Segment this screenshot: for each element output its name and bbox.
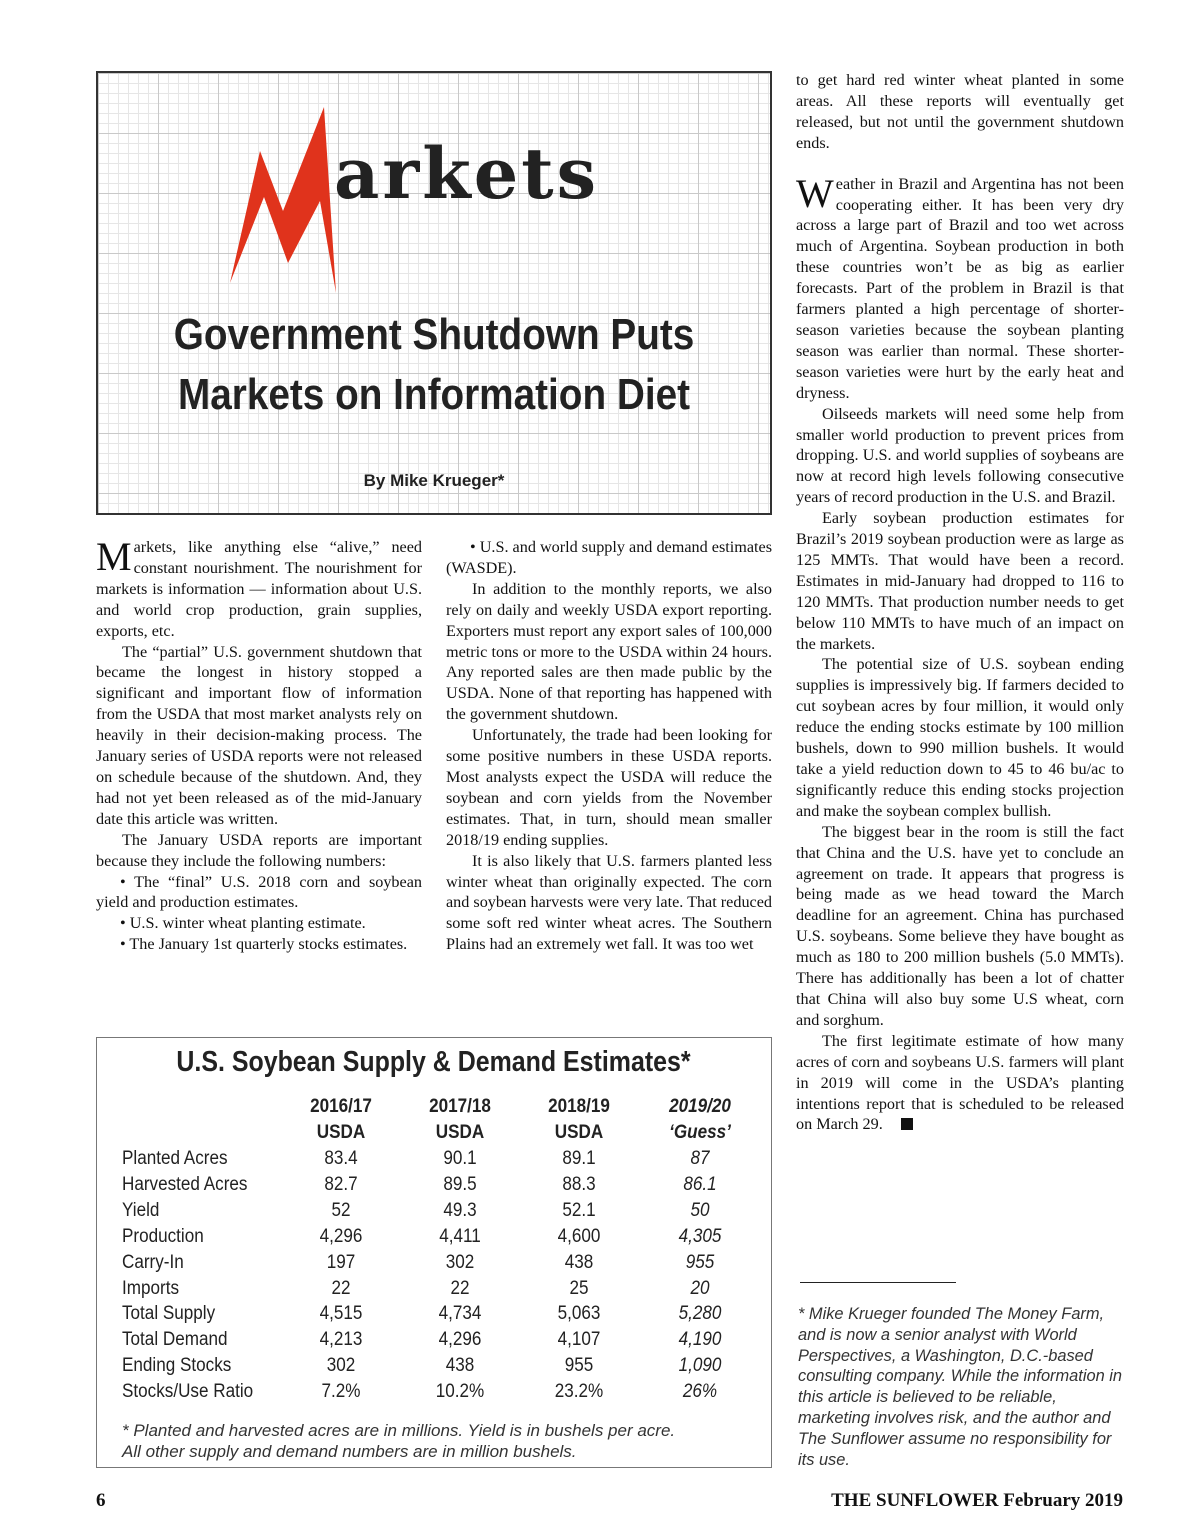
paragraph: Oilseeds markets will need some help from smaller world production to prevent prices from dropping. U.S. and world supplies of soybeans are now at record high levels following consecutive years of record production in the U.S. and Brazil. (796, 404, 1124, 507)
author-footnote: * Mike Krueger founded The Money Farm, and is now a senior analyst with World Perspectives, a Washington, D.C.-based consulting company. While the information in this article is believed to be reliable, marketing involves risk, and the author and The Sunflower assume no responsibility for its use. (798, 1305, 1123, 1469)
table-cell: 302 (445, 1251, 475, 1273)
table-cell: 5,280 (678, 1303, 722, 1325)
table-cell: 52.1 (562, 1199, 596, 1221)
headline-line-2: Markets on Information Diet (177, 370, 691, 419)
table-cell: 89.1 (562, 1148, 596, 1169)
table-cell: 4,600 (557, 1225, 601, 1247)
header-graphic (96, 71, 772, 515)
paragraph: The potential size of U.S. soybean ending supplies is impressively big. If farmers decided to cut soybean acres by four million, it would only reduce the ending stocks estimate by 100 million bushels, down to 990 million bushels. It would take a yield reduction down to 45 to 46 bu/ac to significantly reduce this ending stocks projection and make the soybean complex bullish. (796, 655, 1124, 820)
table-note-line: All other supply and demand numbers are in million bushels. (122, 1442, 577, 1461)
column-header-source: ‘Guess’ (669, 1122, 731, 1143)
table-note-line: * Planted and harvested acres are in millions. Yield is in bushels per acre. (122, 1421, 676, 1440)
paragraph: The biggest bear in the room is still the fact that China and the U.S. have yet to conclude an agreement on trade. It appears that progress is being made as we head toward the March deadline for an agreement. China has purchased U.S. soybeans. Some believe they have bought as much as 180 to 200 million bushels (5.0 MMTs). There has additionally has been a lot of chatter that China will also buy some U.S wheat, corn and sorghum. (796, 822, 1124, 1029)
table-cell: 23.2% (554, 1381, 604, 1403)
table-cell: 4,296 (438, 1329, 482, 1351)
column-header-source: USDA (316, 1122, 366, 1143)
table-cell: 4,296 (319, 1225, 363, 1247)
table-cell: 4,190 (678, 1329, 722, 1351)
column-header-year: 2017/18 (429, 1096, 491, 1117)
table-cell: 10.2% (435, 1381, 485, 1403)
paragraph: Weather in Brazil and Argentina has not been cooperating either. It has been very dry across a large part of Brazil and too wet across much of Argentina. Soybean production in both these countries won’t be as big as earlier forecasts. Part of the problem in Brazil is that farmers planted a high percentage of shorter-season varieties because the soybean planting season was earlier than normal. These shorter-season varieties were hurt by the early heat and dryness. (796, 170, 1124, 402)
table-cell: 4,107 (557, 1329, 601, 1351)
paragraph: Markets, like anything else “alive,” need constant nourishment. The nourishment for markets is information — information about U.S. and world crop production, grain supplies, exports, etc. (96, 534, 422, 640)
bullet-item: • U.S. winter wheat planting estimate. (120, 914, 366, 933)
table-cell: 49.3 (443, 1199, 477, 1221)
row-label: Total Supply (122, 1303, 216, 1325)
table-cell: 87 (690, 1148, 710, 1169)
table-cell: 82.7 (324, 1173, 358, 1195)
column-header-year: 2016/17 (310, 1096, 372, 1117)
table-cell: 4,515 (319, 1303, 363, 1325)
table-cell: 4,411 (439, 1225, 481, 1247)
row-label: Yield (122, 1199, 160, 1221)
row-label: Stocks/Use Ratio (122, 1381, 254, 1403)
table-cell: 4,213 (319, 1329, 363, 1351)
row-label: Carry-In (122, 1251, 184, 1273)
article-column-2 (446, 537, 772, 955)
paragraph: The “partial” U.S. government shutdown that became the longest in history stopped a significant and important flow of information from the USDA that most market analysts rely on heavily in their decision-making process. The January series of USDA reports were not released on schedule because of the shutdown. And, they had not yet been released as of the mid-January date this article was written. (96, 642, 422, 828)
table-cell: 25 (569, 1277, 589, 1299)
paragraph: The January USDA reports are important because they include the following numbers: (96, 830, 422, 870)
table-cell: 302 (326, 1355, 356, 1377)
paragraph: Unfortunately, the trade had been looking for some positive numbers in these USDA reports. Most analysts expect the USDA will reduce the soybean and corn yields from the November estimates. That, in turn, should mean smaller 2018/19 ending supplies. (446, 726, 772, 849)
table-cell: 88.3 (562, 1173, 596, 1195)
masthead-title: arkets (334, 132, 600, 215)
row-label: Total Demand (122, 1329, 228, 1351)
masthead-m-glyph (228, 93, 343, 293)
headline-line-1: Government Shutdown Puts (173, 310, 695, 359)
page-number: 6 (96, 1490, 106, 1511)
row-label: Ending Stocks (122, 1355, 232, 1377)
headline (138, 305, 729, 425)
table-note (122, 1420, 762, 1462)
paragraph: It is also likely that U.S. farmers planted less winter wheat than originally expected. The corn and soybean harvests were very late. That reduced some soft red winter wheat acres. The Southern Plains had an extremely wet fall. It was too wet (446, 851, 773, 954)
row-label: Harvested Acres (122, 1173, 248, 1195)
bullet-item: • The January 1st quarterly stocks estimates. (120, 935, 408, 954)
article-column-1 (96, 534, 422, 955)
paragraph: to get hard red winter wheat planted in some areas. All these reports will eventually get released, but not until the government shutdown ends. (796, 71, 1124, 152)
table-cell: 22 (450, 1277, 470, 1299)
table-cell: 26% (682, 1381, 718, 1403)
paragraph: Early soybean production estimates for Brazil’s 2019 soybean production were as large as 125 MMTs. That would have been a record. Estimates in mid-January had dropped to 116 to 120 MMTs. That production number needs to get below 110 MMTs to have much of an impact on the markets. (796, 509, 1124, 653)
table-cell: 955 (685, 1251, 715, 1273)
table-cell: 90.1 (443, 1148, 477, 1169)
row-label: Planted Acres (122, 1148, 228, 1169)
column-header-source: USDA (435, 1122, 485, 1143)
table-cell: 955 (564, 1355, 594, 1377)
table-cell: 22 (331, 1277, 351, 1299)
table-cell: 7.2% (321, 1381, 361, 1403)
table-cell: 438 (564, 1251, 594, 1273)
publication-footer: THE SUNFLOWER February 2019 (831, 1490, 1123, 1511)
drop-cap: W (796, 170, 834, 216)
column-header-year: 2018/19 (548, 1096, 610, 1117)
footnote-divider (800, 1282, 956, 1283)
table-title: U.S. Soybean Supply & Demand Estimates* (176, 1046, 691, 1078)
table-cell: 438 (445, 1355, 475, 1377)
table-cell: 5,063 (557, 1303, 601, 1325)
byline: By Mike Krueger* (363, 471, 505, 490)
table-cell: 1,090 (678, 1355, 722, 1377)
article-column-3 (796, 70, 1124, 1135)
column-header-source: USDA (554, 1122, 604, 1143)
row-label: Imports (122, 1277, 180, 1299)
table-cell: 4,734 (438, 1303, 482, 1325)
table-cell: 83.4 (324, 1148, 358, 1169)
table-cell: 50 (690, 1199, 710, 1221)
column-header-year: 2019/20 (669, 1096, 731, 1117)
row-label: Production (122, 1225, 204, 1247)
table-cell: 4,305 (678, 1225, 722, 1247)
paragraph: In addition to the monthly reports, we also rely on daily and weekly USDA export reporting. Exporters must report any export sales of 100,000 metric tons or more to the USDA within 24 hours. Any reported sales are then made public by the USDA. None of that reporting has happened with the government shutdown. (446, 579, 772, 724)
table-cell: 89.5 (443, 1173, 477, 1195)
paragraph: The first legitimate estimate of how many acres of corn and soybeans U.S. farmers will plant in 2019 will come in the USDA’s planting intentions report that is scheduled to be released on March 29. (796, 1031, 1124, 1134)
table-cell: 52 (331, 1199, 351, 1221)
table-cell: 197 (326, 1251, 356, 1273)
bullet-item: • The “final” U.S. 2018 corn and soybean yield and production estimates. (96, 872, 422, 912)
table-cell: 86.1 (683, 1173, 717, 1195)
supply-demand-table (96, 1037, 772, 1468)
bullet-item: • U.S. and world supply and demand estimates (WASDE). (446, 538, 772, 577)
end-mark-icon (901, 1118, 913, 1130)
drop-cap: M (96, 534, 132, 579)
table-cell: 20 (690, 1277, 710, 1299)
